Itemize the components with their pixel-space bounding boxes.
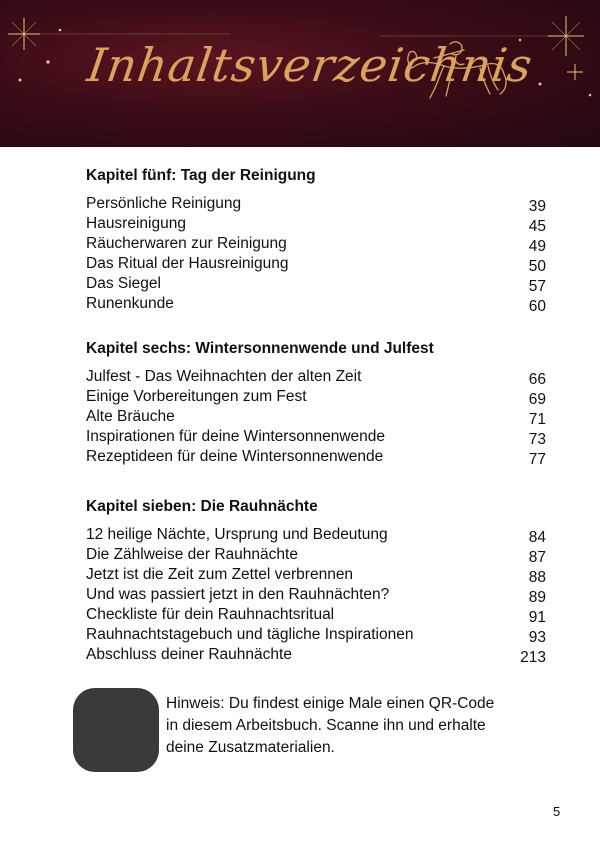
toc-entry	[86, 526, 546, 546]
toc-entry-title: Abschluss deiner Rauhnächte	[86, 646, 292, 663]
toc-entry	[86, 275, 546, 295]
toc-entry	[86, 295, 546, 315]
toc-entry-page: 71	[528, 411, 546, 428]
toc-entry-title: Das Siegel	[86, 275, 161, 292]
toc-entry	[86, 215, 546, 235]
toc-entry-title: Einige Vorbereitungen zum Fest	[86, 388, 307, 405]
qr-code-redacted	[73, 688, 159, 772]
toc-entry-title: Rauhnachtstagebuch und tägliche Inspirationen	[86, 626, 414, 643]
toc-entry-title: Persönliche Reinigung	[86, 195, 242, 212]
toc-entry-page: 49	[528, 238, 546, 255]
toc-entry	[86, 428, 546, 448]
page-number: 5	[553, 804, 561, 819]
toc-entry-page: 89	[528, 589, 546, 606]
toc-entry-page: 57	[528, 278, 546, 295]
toc-entry-page: 88	[528, 569, 546, 586]
toc-entry-page: 60	[528, 298, 546, 315]
toc-entry	[86, 626, 546, 646]
toc-entry-title: 12 heilige Nächte, Ursprung und Bedeutung	[86, 526, 388, 543]
chapter-heading: Kapitel sechs: Wintersonnenwende und Julfest	[86, 340, 434, 357]
chapter-heading: Kapitel fünf: Tag der Reinigung	[86, 167, 316, 184]
hint-line: deine Zusatzmaterialien.	[166, 739, 335, 756]
toc-entry-title: Inspirationen für deine Wintersonnenwende	[86, 428, 385, 445]
toc-entry	[86, 368, 546, 388]
toc-entry	[86, 388, 546, 408]
toc-entry-title: Runenkunde	[86, 295, 174, 312]
toc-entry-page: 213	[520, 649, 546, 666]
toc-entry	[86, 566, 546, 586]
hint-note	[166, 693, 546, 759]
toc-entry-title: Hausreinigung	[86, 215, 186, 232]
toc-entry-title: Checkliste für dein Rauhnachtsritual	[86, 606, 335, 623]
toc-entry-page: 69	[528, 391, 546, 408]
toc-entry-page: 87	[528, 549, 546, 566]
toc-entry	[86, 448, 546, 468]
toc-entry	[86, 255, 546, 275]
toc-entry-page: 39	[528, 198, 546, 215]
hint-line: Hinweis: Du findest einige Male einen QR-Code	[166, 695, 495, 712]
rider-on-horse-icon	[404, 38, 514, 108]
toc-entry-title: Jetzt ist die Zeit zum Zettel verbrennen	[86, 566, 354, 583]
toc-entry	[86, 646, 546, 666]
toc-entry-title: Die Zählweise der Rauhnächte	[86, 546, 298, 563]
toc-entry	[86, 235, 546, 255]
toc-entry-page: 84	[528, 529, 546, 546]
toc-entry	[86, 408, 546, 428]
toc-entry-page: 77	[528, 451, 546, 468]
toc-entry	[86, 195, 546, 215]
toc-entry-page: 73	[528, 431, 546, 448]
toc-entry	[86, 586, 546, 606]
chapter-heading: Kapitel sieben: Die Rauhnächte	[86, 498, 318, 515]
hint-line: in diesem Arbeitsbuch. Scanne ihn und erhalte	[166, 717, 486, 734]
toc-entry-page: 50	[528, 258, 546, 275]
page-title: Inhaltsverzeichnis	[84, 38, 537, 92]
toc-entry-title: Räucherwaren zur Reinigung	[86, 235, 287, 252]
toc-entry-page: 93	[528, 629, 546, 646]
toc-entry-page: 45	[528, 218, 546, 235]
toc-entry-title: Und was passiert jetzt in den Rauhnächten?	[86, 586, 390, 603]
toc-entry-title: Rezeptideen für deine Wintersonnenwende	[86, 448, 384, 465]
toc-entry-title: Alte Bräuche	[86, 408, 175, 425]
toc-entry-page: 91	[528, 609, 546, 626]
toc-entry	[86, 546, 546, 566]
header-banner	[0, 0, 600, 147]
toc-entry-page: 66	[528, 371, 546, 388]
toc-entry-title: Das Ritual der Hausreinigung	[86, 255, 289, 272]
toc-entry	[86, 606, 546, 626]
toc-entry-title: Julfest - Das Weihnachten der alten Zeit	[86, 368, 362, 385]
